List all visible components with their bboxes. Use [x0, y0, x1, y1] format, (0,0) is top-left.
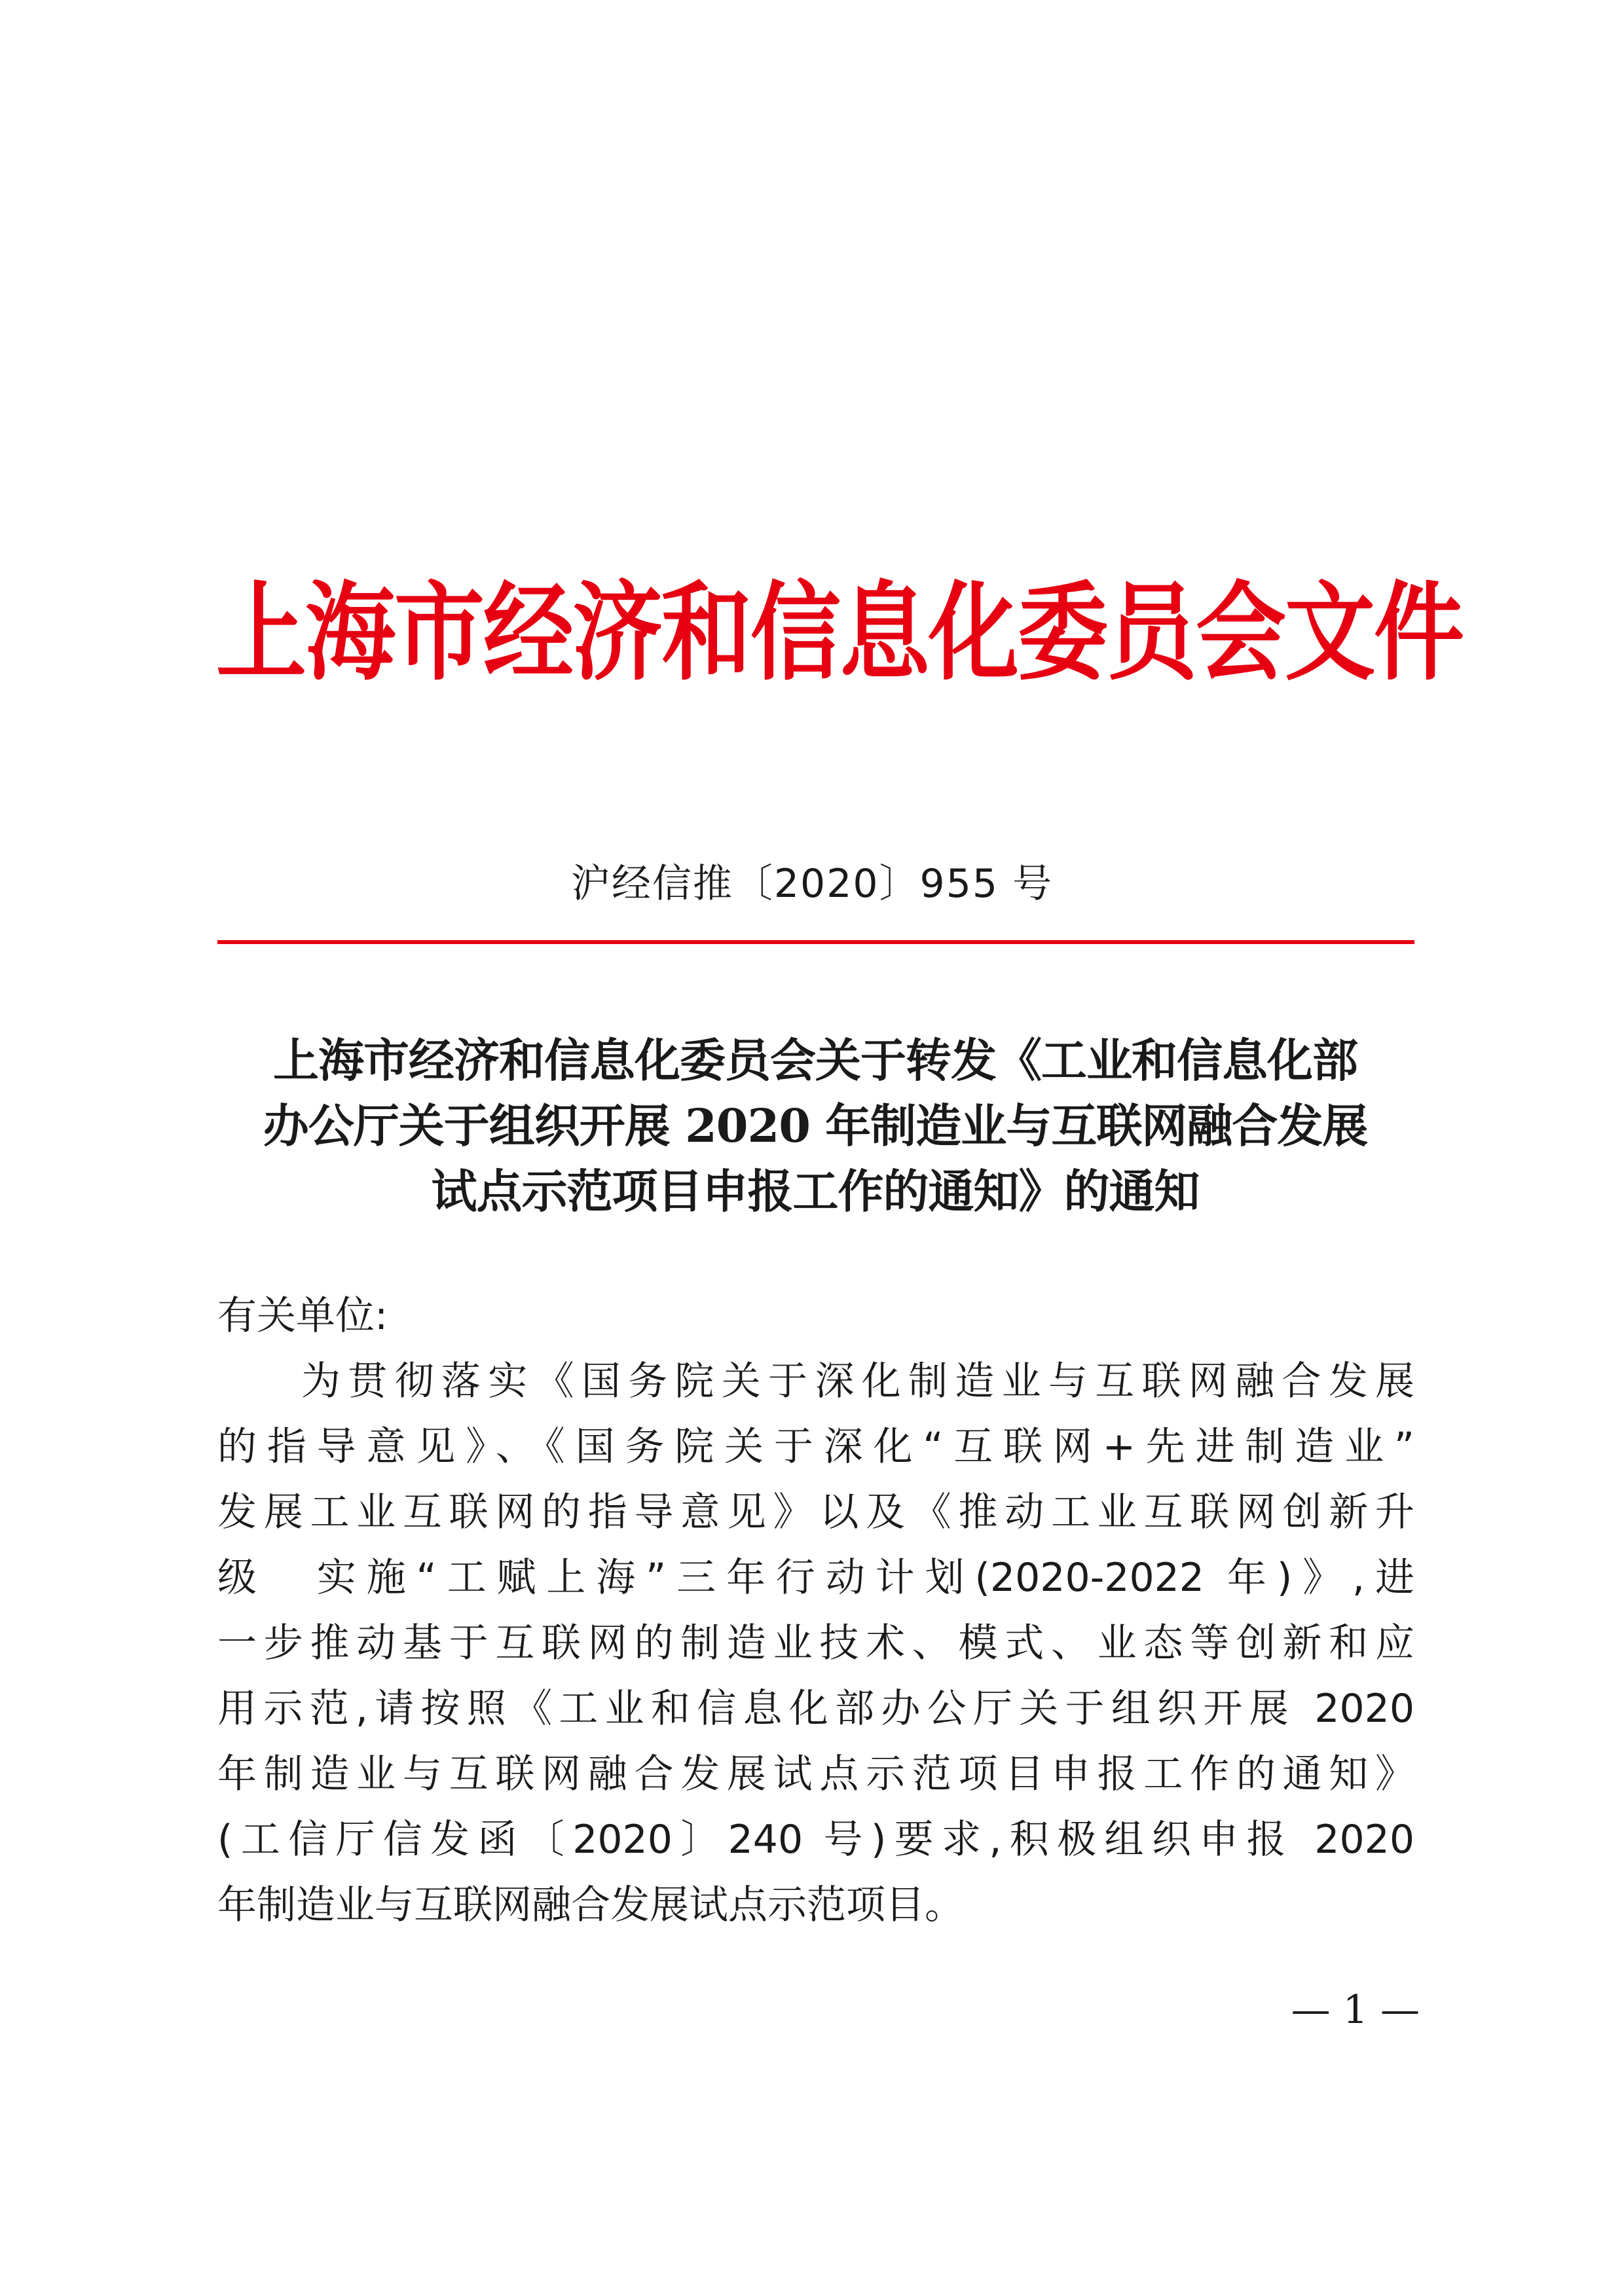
notice-title [210, 1028, 1421, 1224]
body-line: (工信厅信发函〔2020〕240 号)要求,积极组织申报 2020 [217, 1817, 1414, 1863]
document-number: 沪经信推〔2020〕955 号 [570, 861, 1054, 907]
body-paragraph [217, 1349, 1414, 1938]
body-line: 年制造业与互联网融合发展试点示范项目。 [217, 1882, 964, 1928]
title-line: 试点示范项目申报工作的通知》的通知 [431, 1164, 1200, 1218]
page-number: — 1 — [1291, 1987, 1420, 2033]
masthead-title: 上海市经济和信息化委员会文件 [216, 569, 1464, 695]
body-line: 用示范,请按照《工业和信息化部办公厅关于组织开展 2020 [217, 1686, 1414, 1732]
body-line: 的指导意见》、《国务院关于深化“互联网+先进制造业” [217, 1424, 1414, 1470]
body-line: 为贯彻落实《国务院关于深化制造业与互联网融合发展 [301, 1358, 1414, 1404]
body-line: 年制造业与互联网融合发展试点示范项目申报工作的通知》 [217, 1751, 1414, 1797]
salutation: 有关单位: [217, 1293, 388, 1339]
body-line: 一步推动基于互联网的制造业技术、模式、业态等创新和应 [217, 1620, 1414, 1666]
title-line: 办公厅关于组织开展 2020 年制造业与互联网融合发展 [263, 1099, 1368, 1153]
body-line: 级 实施“工赋上海”三年行动计划(2020-2022 年)》,进 [217, 1555, 1414, 1601]
body-line: 发展工业互联网的指导意见》以及《推动工业互联网创新升 [217, 1489, 1414, 1535]
red-divider-rule [217, 940, 1414, 944]
title-line: 上海市经济和信息化委员会关于转发《工业和信息化部 [273, 1033, 1357, 1087]
